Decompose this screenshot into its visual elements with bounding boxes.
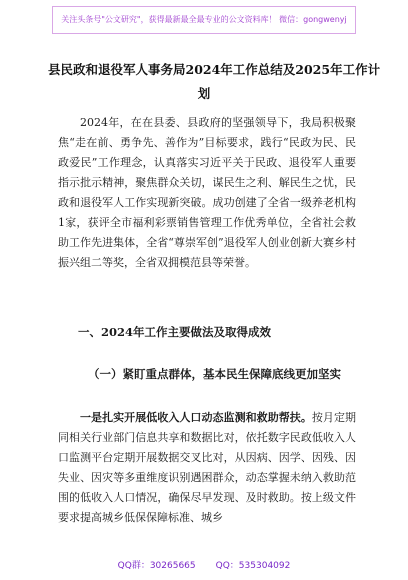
- paragraph-lead: 一是扎实开展低收入人口动态监测和救助帮扶。: [80, 411, 312, 424]
- footer-qq: QQ：535304092: [215, 561, 291, 571]
- footer-qq-group: QQ群：30265665: [117, 561, 196, 571]
- promo-banner-text: 关注头条号"公文研究"，获得最新最全最专业的公文资料库！ 微信：gongwenyj: [61, 15, 347, 24]
- body-paragraph: [58, 408, 356, 528]
- document-title-line-1: 县民政和退役军人事务局2024年工作总结及2025年工作计: [48, 62, 381, 77]
- intro-paragraph: 2024年，在在县委、县政府的坚强领导下，我局积极聚焦“走在前、勇争先、善作为”目标要求，践行“民政为民、民政爱民”工作理念，认真落实习近平关于民政、退役军人重要指示批示精神，聚焦群众关切，谋民生之利、解民生之忧，民政和退役军人工作实现新突破。成功创建了全省一级养老机构1家，获评全市福利彩票销售管理工作优秀单位，全省社会救助工作先进集体，全省“尊崇军创”退役军人创业创新大赛乡村振兴组二等奖，全省双拥模范县等荣誉。: [58, 116, 356, 269]
- footer-contact: [0, 558, 408, 574]
- document-title-line-2: 划: [197, 86, 211, 101]
- section-heading: 一、2024年工作主要做法及取得成效: [78, 325, 272, 339]
- paragraph-body: 按月定期同相关行业部门信息共享和数据比对，依托数字民政低收入人口监测平台定期开展数据交叉比对，从因病、因学、因残、因失业、因灾等多重维度识别遇困群众，动态掌握未纳入救助范围的低收入人口情况，确保尽早发现、及时救助。按上级文件要求提高城乡低保保障标准、城乡: [58, 411, 356, 524]
- subsection-heading: （一）紧盯重点群体，基本民生保障底线更加坚实: [88, 367, 341, 381]
- promo-banner: [52, 6, 356, 34]
